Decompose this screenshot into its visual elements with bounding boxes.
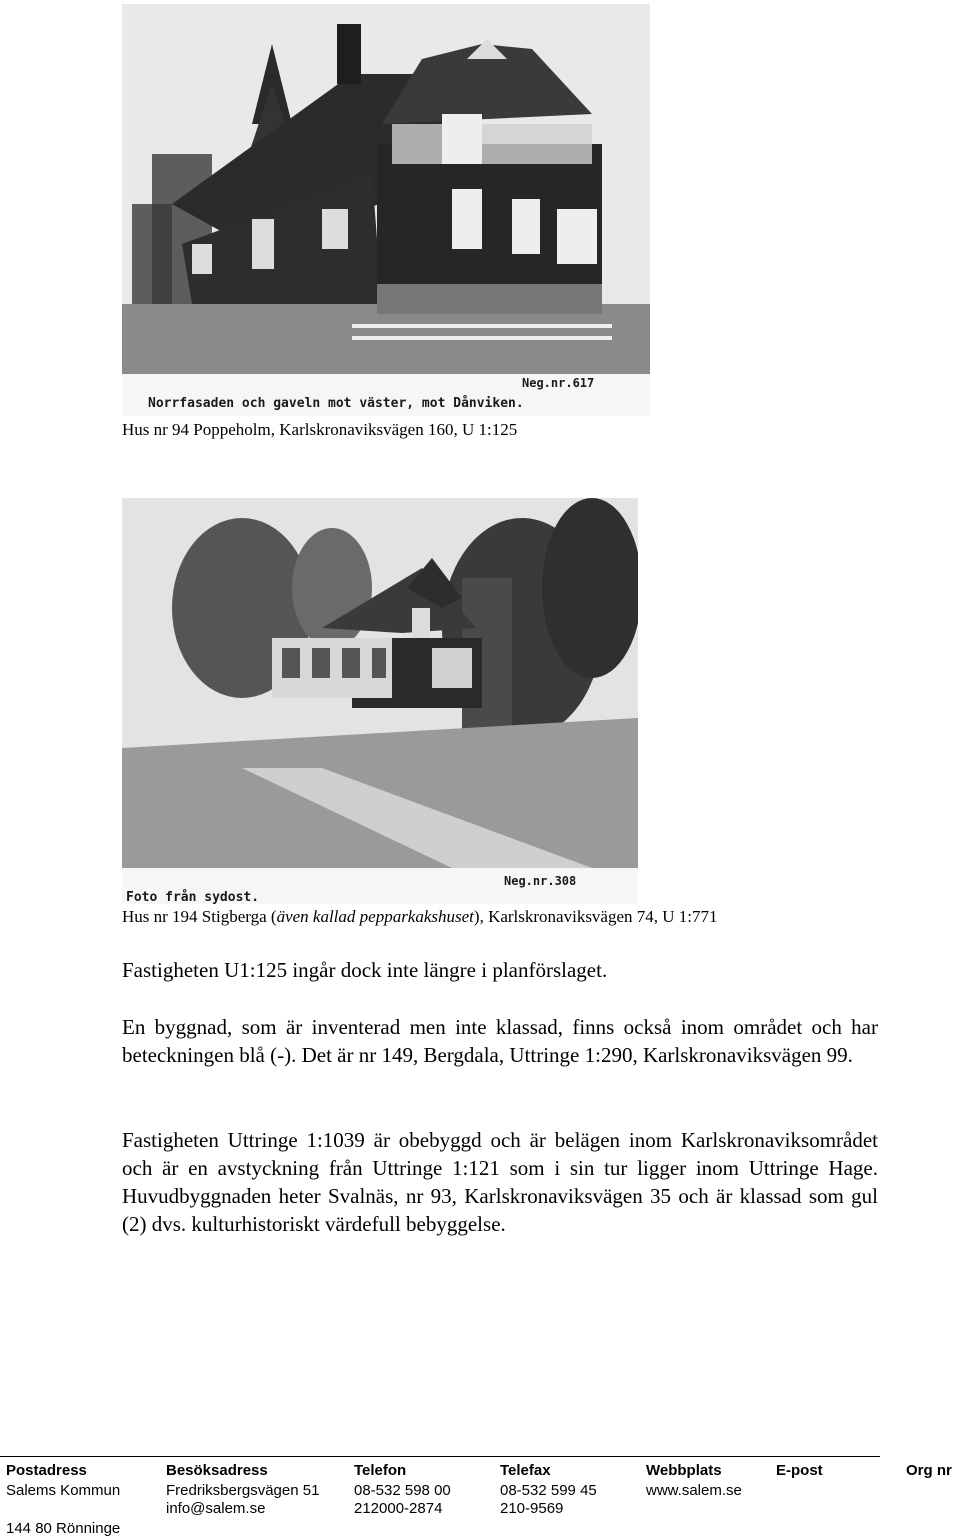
footer-header-orgnr: Org nr	[906, 1462, 952, 1479]
footer-epost-link[interactable]: info@salem.se	[166, 1500, 266, 1517]
photo-poppeholm	[122, 4, 650, 416]
footer-webbplats-link[interactable]: www.salem.se	[646, 1482, 742, 1499]
caption-text: ), Karlskronaviksvägen 74, U 1:771	[473, 907, 718, 926]
footer-header-postadress: Postadress	[6, 1462, 87, 1479]
photo-typed-caption: Norrfasaden och gaveln mot väster, mot Dånviken.	[148, 396, 524, 411]
photo-caption-1: Hus nr 94 Poppeholm, Karlskronaviksvägen 160, U 1:125	[122, 420, 518, 439]
negative-number-label: Neg.nr.308	[504, 874, 577, 888]
house-illustration-1	[122, 4, 650, 416]
photo-stigberga	[122, 498, 638, 904]
paragraph-2: En byggnad, som är inventerad men inte klassad, finns också inom området och har beteckningen blå (-). Det är nr 149, Bergdala, Uttringe 1:290, Karlskronaviksvägen 99.	[122, 1015, 878, 1067]
footer-postadress-line2: 144 80 Rönninge	[6, 1520, 121, 1537]
footer-telefax: 08-532 599 45	[500, 1482, 597, 1499]
footer-header-telefax: Telefax	[500, 1462, 551, 1479]
caption-text: Hus nr 194 Stigberga (	[122, 907, 277, 926]
footer-besoksadress: Fredriksbergsvägen 51	[166, 1482, 320, 1499]
footer-bankgiro: 210-9569	[500, 1500, 564, 1517]
footer-divider	[0, 1456, 880, 1457]
photo-typed-caption: Foto från sydost.	[126, 890, 260, 904]
negative-number-label: Neg.nr.617	[522, 376, 595, 390]
house-illustration-2	[122, 498, 638, 904]
caption-italic-text: även kallad pepparkakshuset	[276, 907, 474, 926]
footer-orgnr: 212000-2874	[354, 1500, 443, 1517]
footer-header-besoksadress: Besöksadress	[166, 1462, 268, 1479]
photo-caption-2	[122, 907, 718, 927]
paragraph-3: Fastigheten Uttringe 1:1039 är obebyggd och är belägen inom Karlskronaviksområdet och är en avstyckning från Uttringe 1:121 som i sin tur ligger inom Uttringe Hage. Huvudbyggnaden heter Svalnäs, nr 93, Karlskronaviksvägen 35 och är klassad som gul (2) dvs. kulturhistoriskt värdefull bebyggelse.	[122, 1128, 878, 1236]
footer-header-telefon: Telefon	[354, 1462, 407, 1479]
footer-postadress-line1: Salems Kommun	[6, 1482, 121, 1499]
footer-telefon: 08-532 598 00	[354, 1482, 451, 1499]
footer-header-epost: E-post	[776, 1462, 823, 1479]
footer-header-webbplats: Webbplats	[646, 1462, 722, 1479]
paragraph-1: Fastigheten U1:125 ingår dock inte längre i planförslaget.	[122, 958, 608, 982]
